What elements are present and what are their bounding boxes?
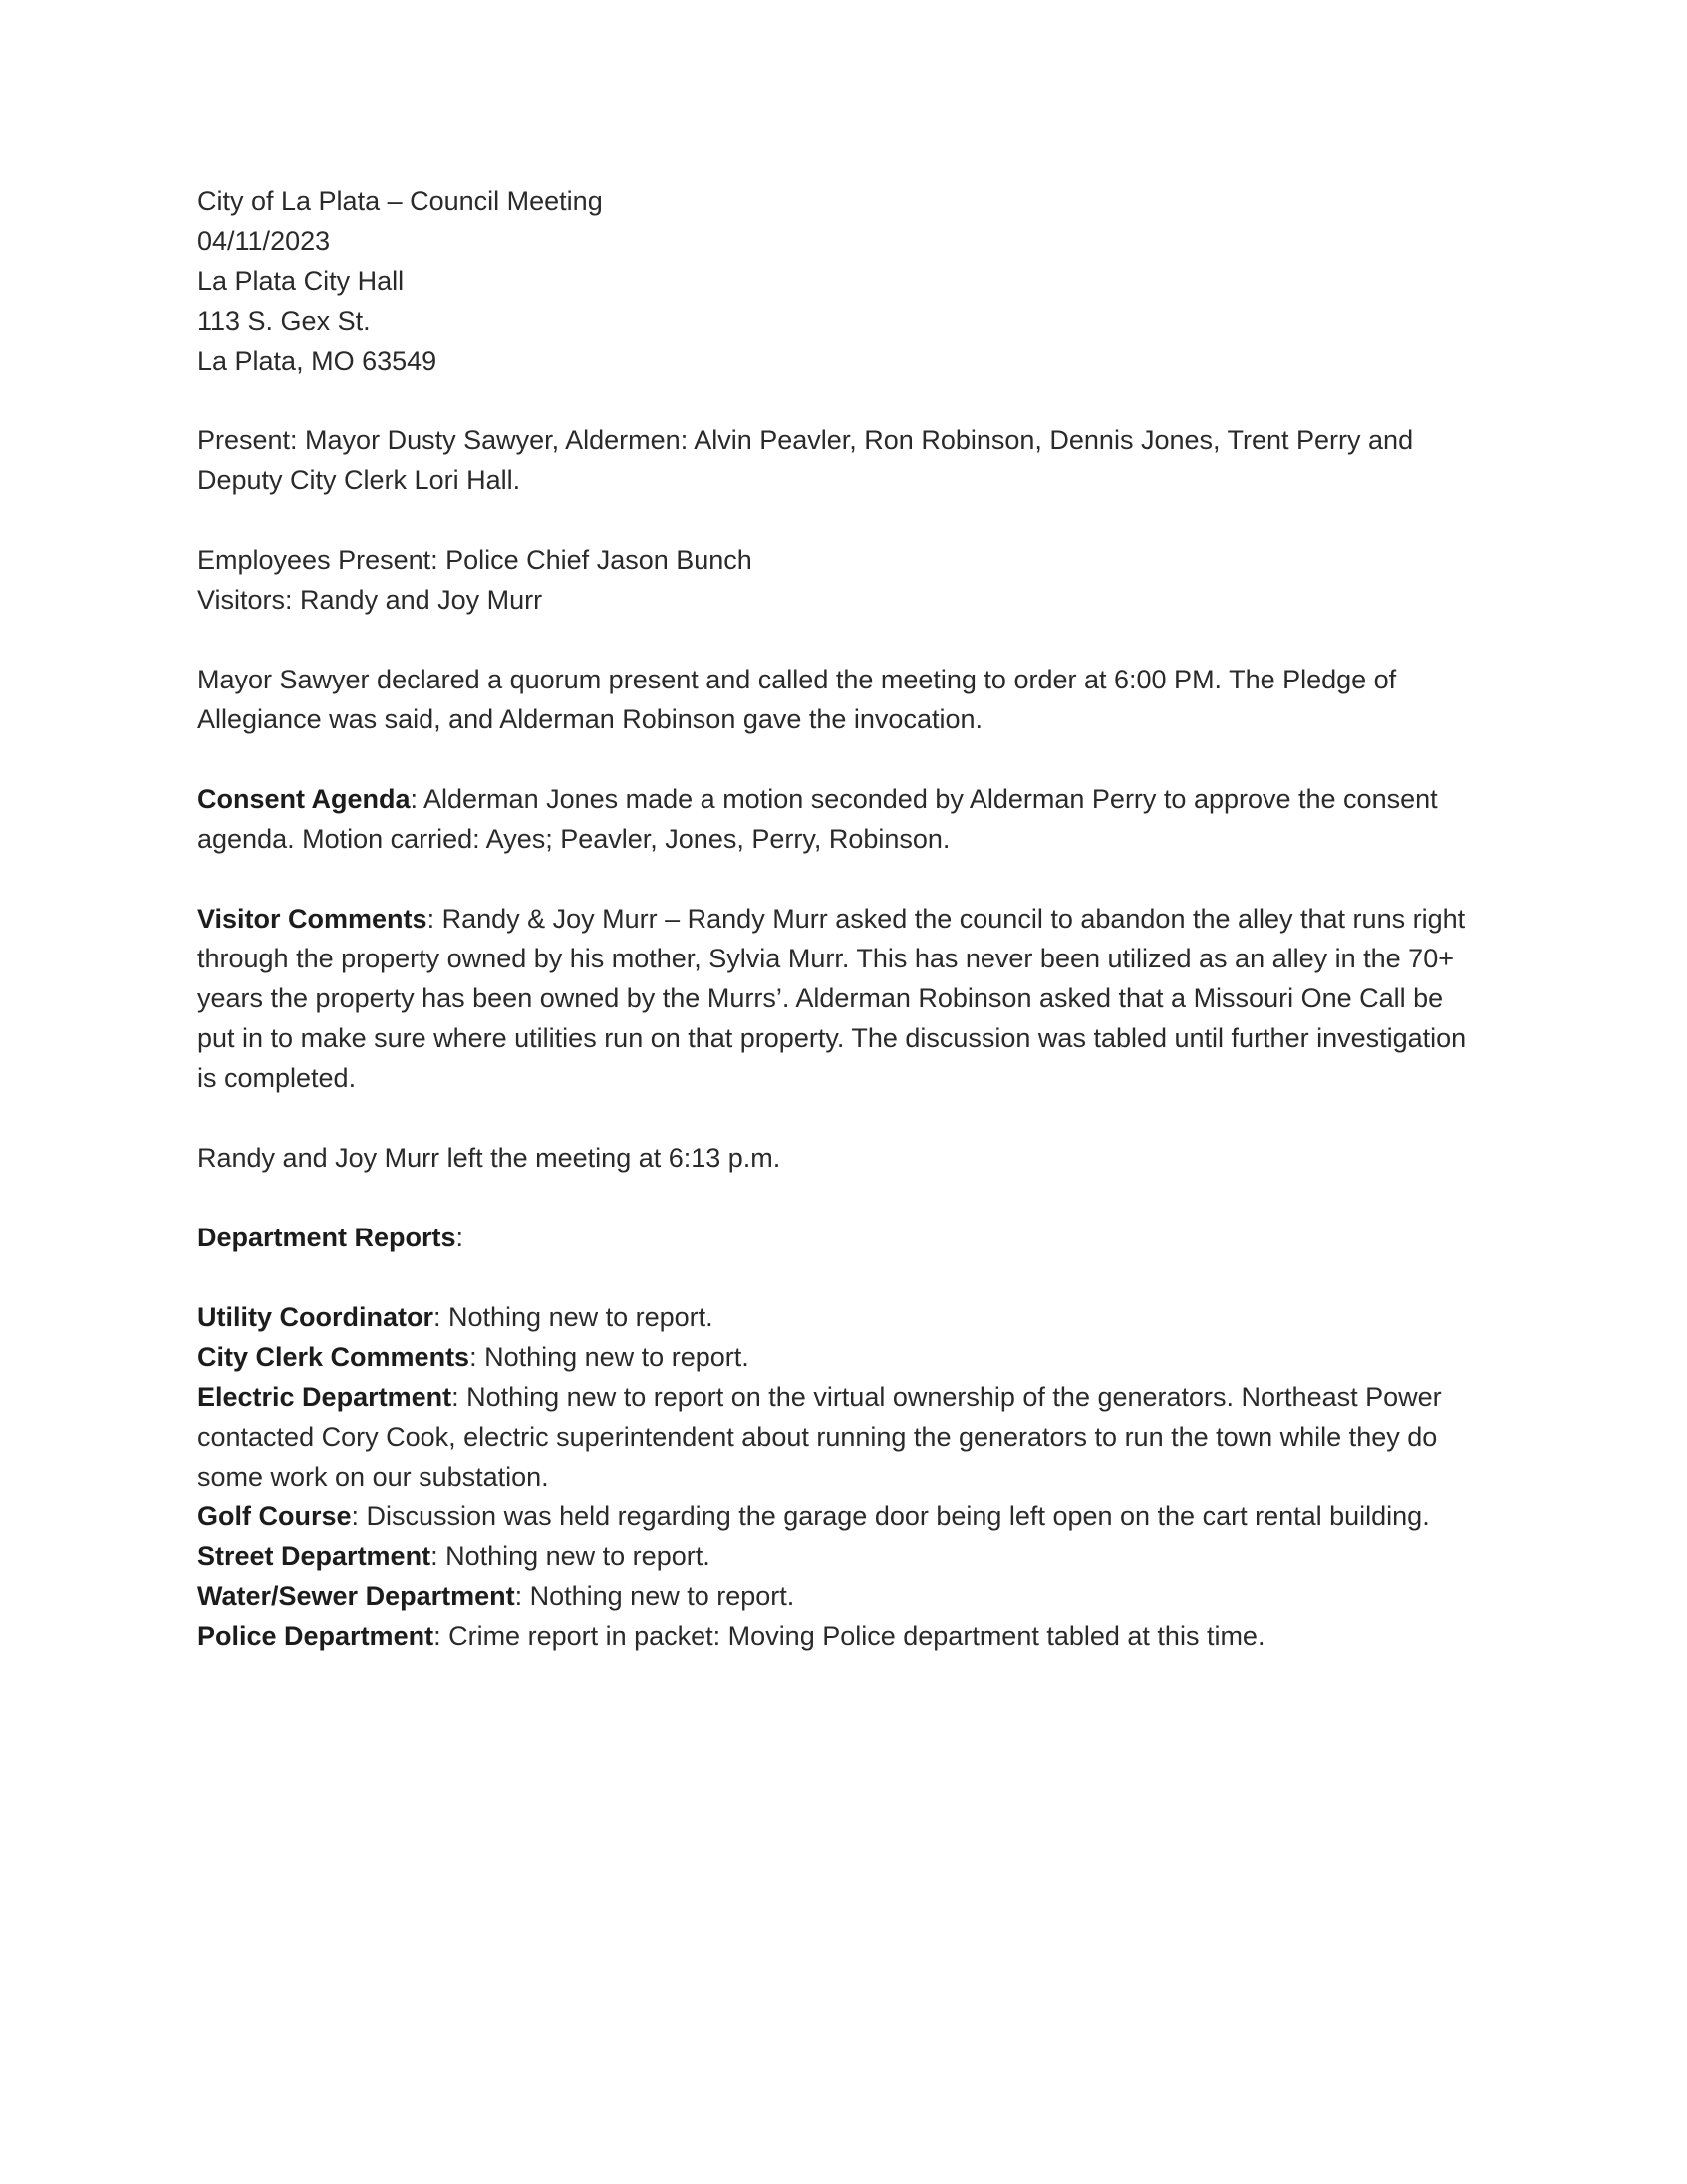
call-to-order: Mayor Sawyer declared a quorum present and called the meeting to order at 6:00 PM. The Pledge of Allegiance was said, and Alderman Robinson gave the invocation.: [197, 665, 1397, 734]
report-text: : Discussion was held regarding the garage door being left open on the cart rental building.: [351, 1502, 1430, 1531]
report-text: : Crime report in packet: Moving Police department tabled at this time.: [433, 1621, 1265, 1651]
report-water-sewer-department: [197, 1576, 1488, 1616]
report-label: Street Department: [197, 1541, 431, 1571]
visitor-comments-label: Visitor Comments: [197, 904, 427, 934]
consent-agenda-label: Consent Agenda: [197, 784, 411, 814]
report-electric-department: [197, 1377, 1488, 1497]
report-text: : Nothing new to report.: [469, 1342, 749, 1372]
report-street-department: [197, 1536, 1488, 1576]
report-city-clerk: [197, 1337, 1488, 1377]
attendance-others: [197, 540, 1488, 620]
report-label: Water/Sewer Department: [197, 1581, 515, 1611]
visitors-left: Randy and Joy Murr left the meeting at 6:13 p.m.: [197, 1143, 781, 1173]
department-reports-heading: [197, 1218, 1488, 1257]
report-text: : Nothing new to report.: [514, 1581, 795, 1611]
report-text: : Nothing new to report on the virtual ownership of the generators. Northeast Power contacted Cory Cook, electric superintendent about running the generators to run the town while they do some work on our substation.: [197, 1382, 1442, 1492]
meeting-title: City of La Plata – Council Meeting: [197, 186, 603, 216]
visitors-list: Visitors: Randy and Joy Murr: [197, 585, 543, 615]
department-reports-list: [197, 1297, 1488, 1656]
report-label: Utility Coordinator: [197, 1302, 433, 1332]
report-label: Police Department: [197, 1621, 434, 1651]
report-text: : Nothing new to report.: [433, 1302, 713, 1332]
meeting-city: La Plata, MO 63549: [197, 346, 437, 376]
visitor-comments-section: [197, 899, 1488, 1098]
employees-present: Employees Present: Police Chief Jason Bunch: [197, 545, 752, 575]
consent-agenda-text: : Alderman Jones made a motion seconded by Alderman Perry to approve the consent agenda. Motion carried: Ayes; Peavler, Jones, Perry, Robinson.: [197, 784, 1438, 854]
meeting-header: [197, 181, 1488, 381]
report-label: Electric Department: [197, 1382, 452, 1412]
attendance-present: Present: Mayor Dusty Sawyer, Aldermen: Alvin Peavler, Ron Robinson, Dennis Jones, Trent Perry and Deputy City Clerk Lori Hall.: [197, 425, 1414, 495]
report-label: Golf Course: [197, 1502, 352, 1531]
report-label: City Clerk Comments: [197, 1342, 470, 1372]
report-text: : Nothing new to report.: [430, 1541, 710, 1571]
department-reports-label: Department Reports: [197, 1223, 456, 1252]
meeting-street: 113 S. Gex St.: [197, 306, 371, 336]
consent-agenda-section: [197, 779, 1488, 859]
meeting-location: La Plata City Hall: [197, 266, 405, 296]
department-reports-suffix: :: [455, 1223, 464, 1252]
report-utility-coordinator: [197, 1297, 1488, 1337]
meeting-date: 04/11/2023: [197, 226, 331, 256]
visitor-comments-text: : Randy & Joy Murr – Randy Murr asked the council to abandon the alley that runs right through the property owned by his mother, Sylvia Murr. This has never been utilized as an alley in the 70+ years the property has been owned by the Murrs’. Alderman Robinson asked that a Missouri One Call be put in to make sure where utilities run on that property. The discussion was tabled until further investigation is completed.: [197, 904, 1467, 1093]
report-police-department: [197, 1616, 1488, 1656]
report-golf-course: [197, 1497, 1488, 1536]
